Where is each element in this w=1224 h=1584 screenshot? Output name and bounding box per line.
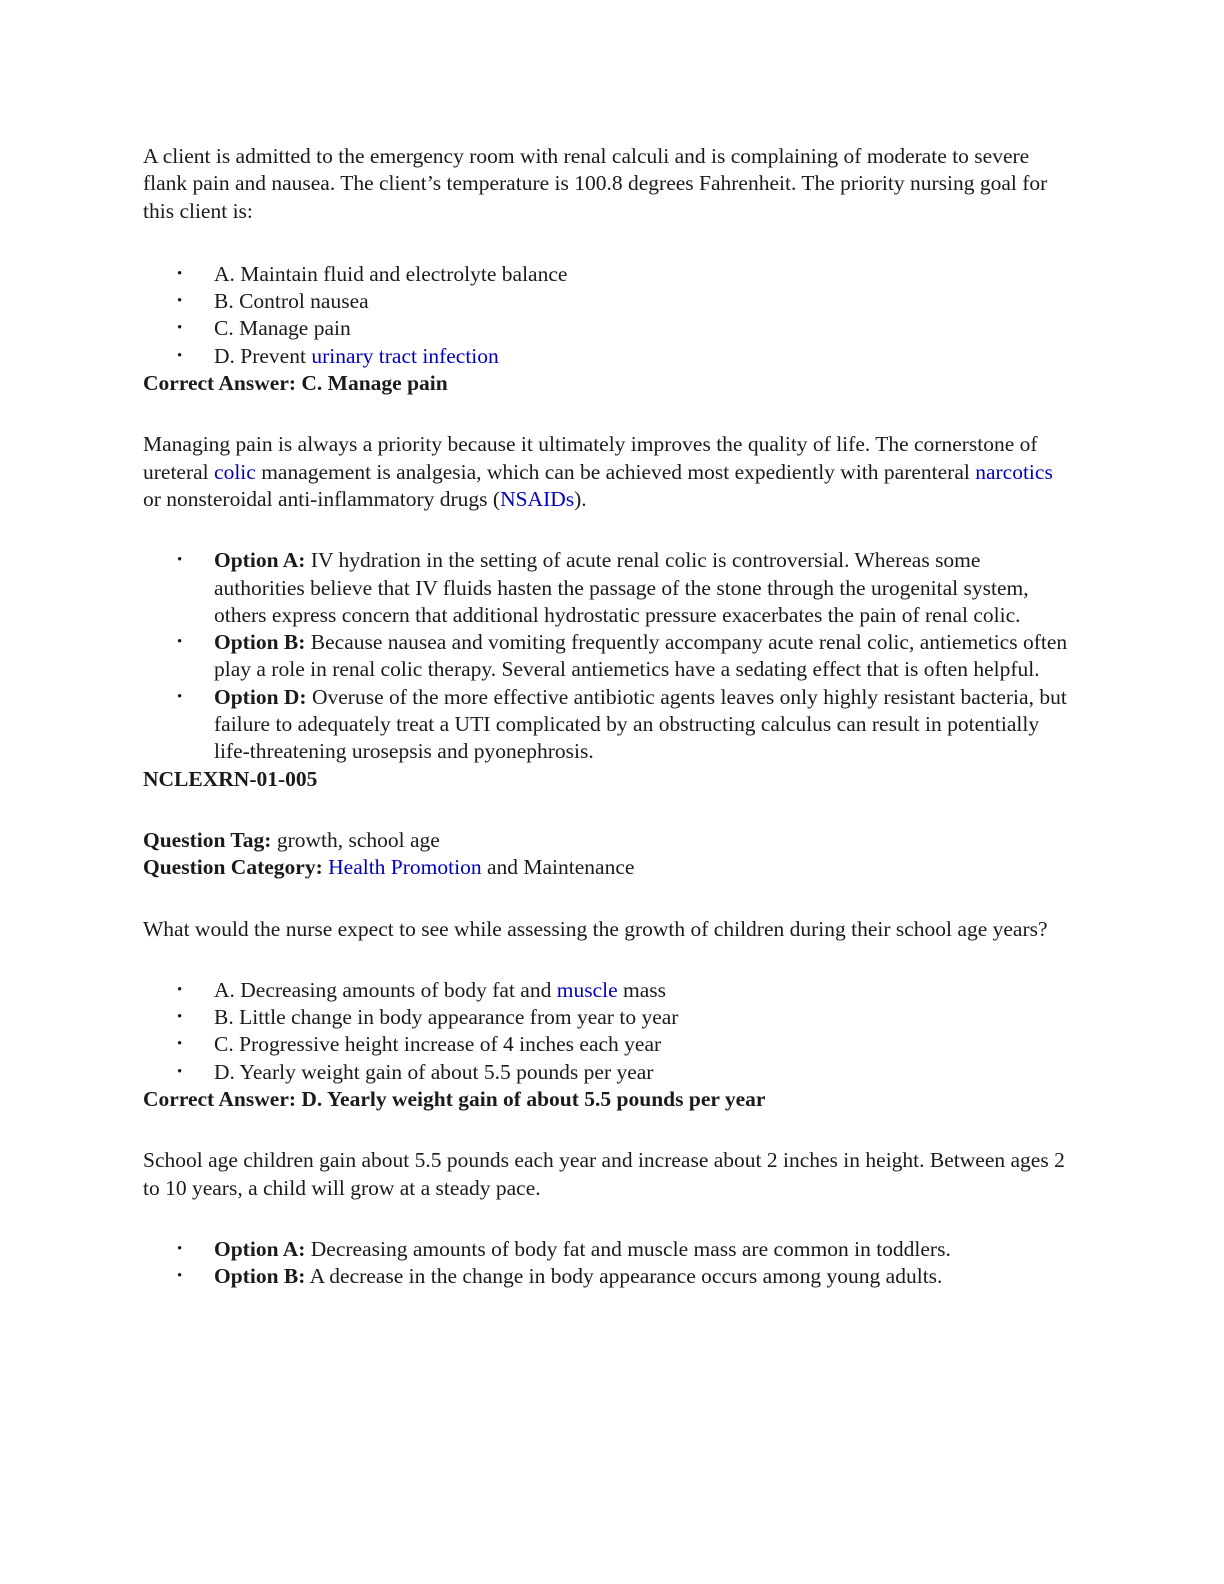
- link-health-promotion[interactable]: Health Promotion: [328, 855, 482, 880]
- bullet-icon: •: [177, 265, 183, 282]
- explanation-option-a: • Option A: IV hydration in the setting of acute renal colic is controversial. Whereas some authorities believe that IV fluids hasten the passage of the stone through the urogenital system, others express concern that additional hydrostatic pressure exacerbates the pain of renal colic.: [177, 548, 1029, 627]
- option-a: • A. Maintain fluid and electrolyte balance: [143, 261, 1073, 288]
- question-2-rationale: School age children gain about 5.5 pounds each year and increase about 2 inches in height. Between ages 2 to 10 years, a child will grow at a steady pace.: [143, 1148, 1065, 1200]
- link-urinary-tract-infection[interactable]: urinary tract infection: [311, 343, 499, 368]
- document-page: [143, 143, 1073, 1291]
- question-1-stem: A client is admitted to the emergency room with renal calculi and is complaining of moderate to severe flank pain and nausea. The client’s temperature is 100.8 degrees Fahrenheit. The priority nursing goal for this client is:: [143, 144, 1048, 223]
- option-b: • B. Control nausea: [143, 288, 1073, 315]
- bullet-icon: •: [177, 320, 183, 337]
- link-colic[interactable]: colic: [214, 459, 256, 484]
- bullet-icon: •: [177, 981, 183, 998]
- explanation-option-b: • Option B: Because nausea and vomiting frequently accompany acute renal colic, antiemetics often play a role in renal colic therapy. Several antiemetics have a sedating effect that is often helpful.: [177, 630, 1068, 682]
- option-c: • C. Manage pain: [143, 315, 1073, 342]
- explanation-option-a: • Option A: Decreasing amounts of body fat and muscle mass are common in toddlers.: [143, 1236, 1073, 1263]
- bullet-icon: •: [177, 688, 183, 705]
- option-d: • D. Yearly weight gain of about 5.5 pounds per year: [143, 1059, 1073, 1086]
- question-1-correct-answer: Correct Answer: C. Manage pain: [143, 371, 448, 396]
- link-nsaids[interactable]: NSAIDs: [500, 486, 575, 511]
- question-2-correct-answer: Correct Answer: D. Yearly weight gain of about 5.5 pounds per year: [143, 1087, 766, 1112]
- bullet-icon: •: [177, 552, 183, 569]
- question-1-rationale: Managing pain is always a priority because it ultimately improves the quality of life. The cornerstone of ureteral colic management is analgesia, which can be achieved most expediently with parenteral narcotics or nonsteroidal anti-inflammatory drugs (NSAIDs).: [143, 432, 1053, 511]
- option-d: • D. Prevent urinary tract infection: [143, 343, 1073, 370]
- bullet-icon: •: [177, 634, 183, 651]
- bullet-icon: •: [177, 1009, 183, 1026]
- bullet-icon: •: [177, 1063, 183, 1080]
- question-2-options: [143, 977, 1073, 1086]
- question-2-tag: Question Tag: growth, school age: [143, 827, 440, 852]
- bullet-icon: •: [177, 1268, 183, 1285]
- question-2-explanations: [143, 1236, 1073, 1291]
- bullet-icon: •: [177, 293, 183, 310]
- bullet-icon: •: [177, 1240, 183, 1257]
- option-a: • A. Decreasing amounts of body fat and muscle mass: [143, 977, 1073, 1004]
- question-1-explanations: [143, 547, 1073, 765]
- bullet-icon: •: [177, 347, 183, 364]
- question-2-id: NCLEXRN-01-005: [143, 766, 318, 791]
- explanation-option-b: • Option B: A decrease in the change in body appearance occurs among young adults.: [143, 1263, 1073, 1290]
- link-muscle[interactable]: muscle: [556, 977, 618, 1002]
- option-b: • B. Little change in body appearance from year to year: [143, 1004, 1073, 1031]
- option-c: • C. Progressive height increase of 4 inches each year: [143, 1031, 1073, 1058]
- question-2-stem: What would the nurse expect to see while assessing the growth of children during their school age years?: [143, 916, 1048, 941]
- link-narcotics[interactable]: narcotics: [975, 459, 1053, 484]
- explanation-option-d: • Option D: Overuse of the more effective antibiotic agents leaves only highly resistant bacteria, but failure to adequately treat a UTI complicated by an obstructing calculus can result in potentially life-threatening urosepsis and pyonephrosis.: [177, 684, 1067, 764]
- question-2-category: Question Category: Health Promotion and Maintenance: [143, 855, 635, 880]
- question-1-options: [143, 261, 1073, 370]
- bullet-icon: •: [177, 1036, 183, 1053]
